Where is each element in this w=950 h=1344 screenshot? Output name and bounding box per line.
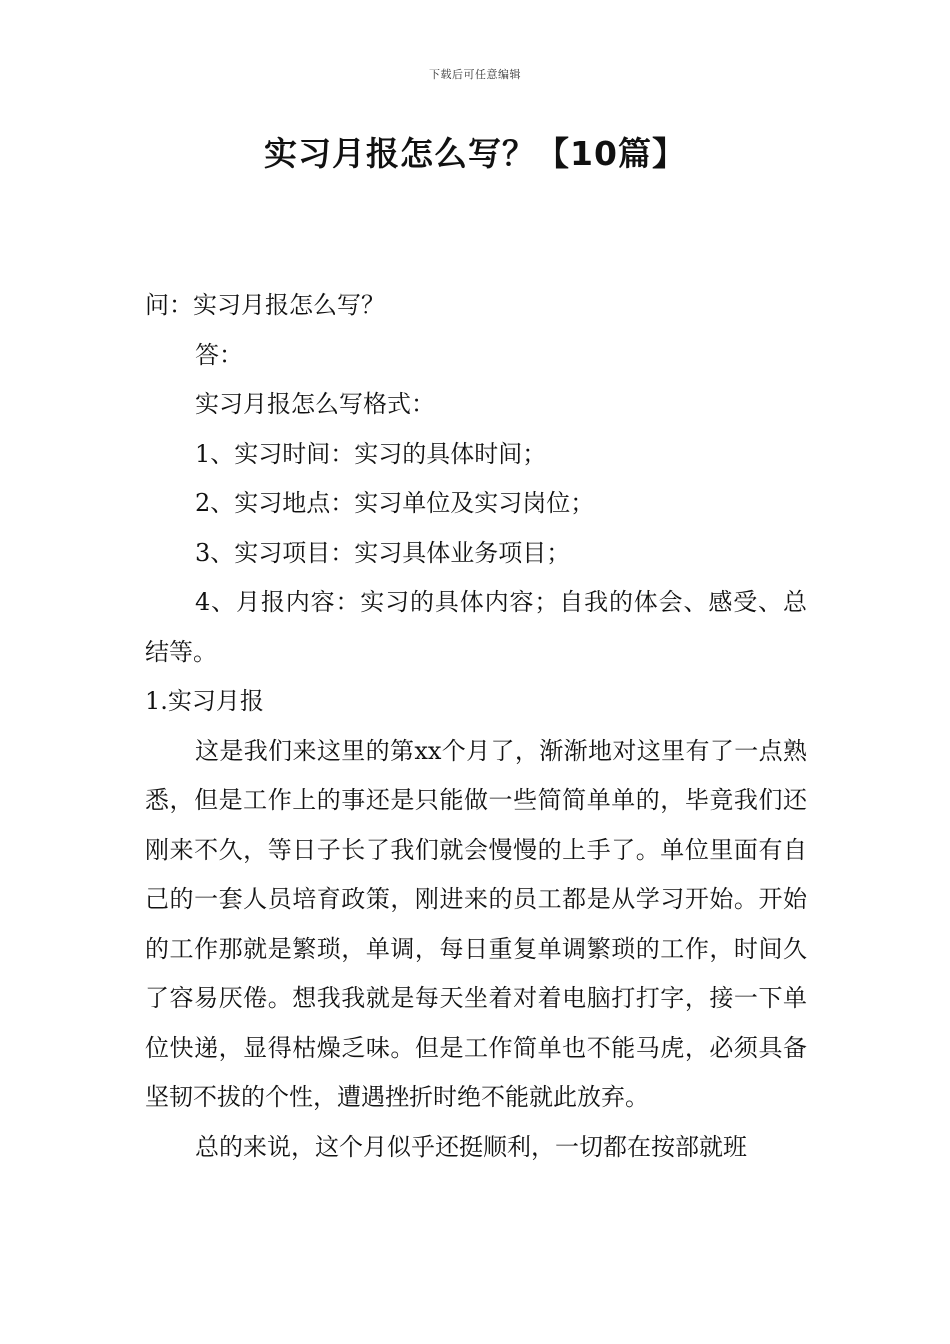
answer-label: 答：	[195, 340, 243, 369]
page-title: 实习月报怎么写？【10篇】	[264, 134, 686, 173]
format-item-content: 4、月报内容：实习的具体内容；自我的体会、感受、总结等。	[145, 588, 807, 666]
format-item-time: 1、实习时间：实习的具体时间；	[195, 439, 547, 468]
document-body	[145, 281, 807, 1172]
section-heading: 1.实习月报	[145, 687, 264, 715]
section-paragraph: 这是我们来这里的第xx个月了，渐渐地对这里有了一点熟悉，但是工作上的事还是只能做一些简简单单的，毕竟我们还刚来不久，等日子长了我们就会慢慢的上手了。单位里面有自己的一套人员培育政策，刚进来的员工都是从学习开始。开始的工作那就是繁琐，单调，每日重复单调繁琐的工作，时间久了容易厌倦。想我我就是每天坐着对着电脑打打字，接一下单位快递，显得枯燥乏味。但是工作简单也不能马虎，必须具备坚韧不拔的个性，遭遇挫折时绝不能就此放弃。	[145, 736, 807, 1111]
format-item-location: 2、实习地点：实习单位及实习岗位；	[195, 489, 595, 517]
section-paragraph: 总的来说，这个月似乎还挺顺利，一切都在按部就班	[195, 1132, 747, 1161]
format-item-project: 3、实习项目：实习具体业务项目；	[195, 538, 571, 567]
header-note: 下载后可任意编辑	[429, 68, 521, 81]
format-heading: 实习月报怎么写格式：	[195, 390, 435, 418]
question-line: 问：实习月报怎么写？	[145, 291, 385, 319]
